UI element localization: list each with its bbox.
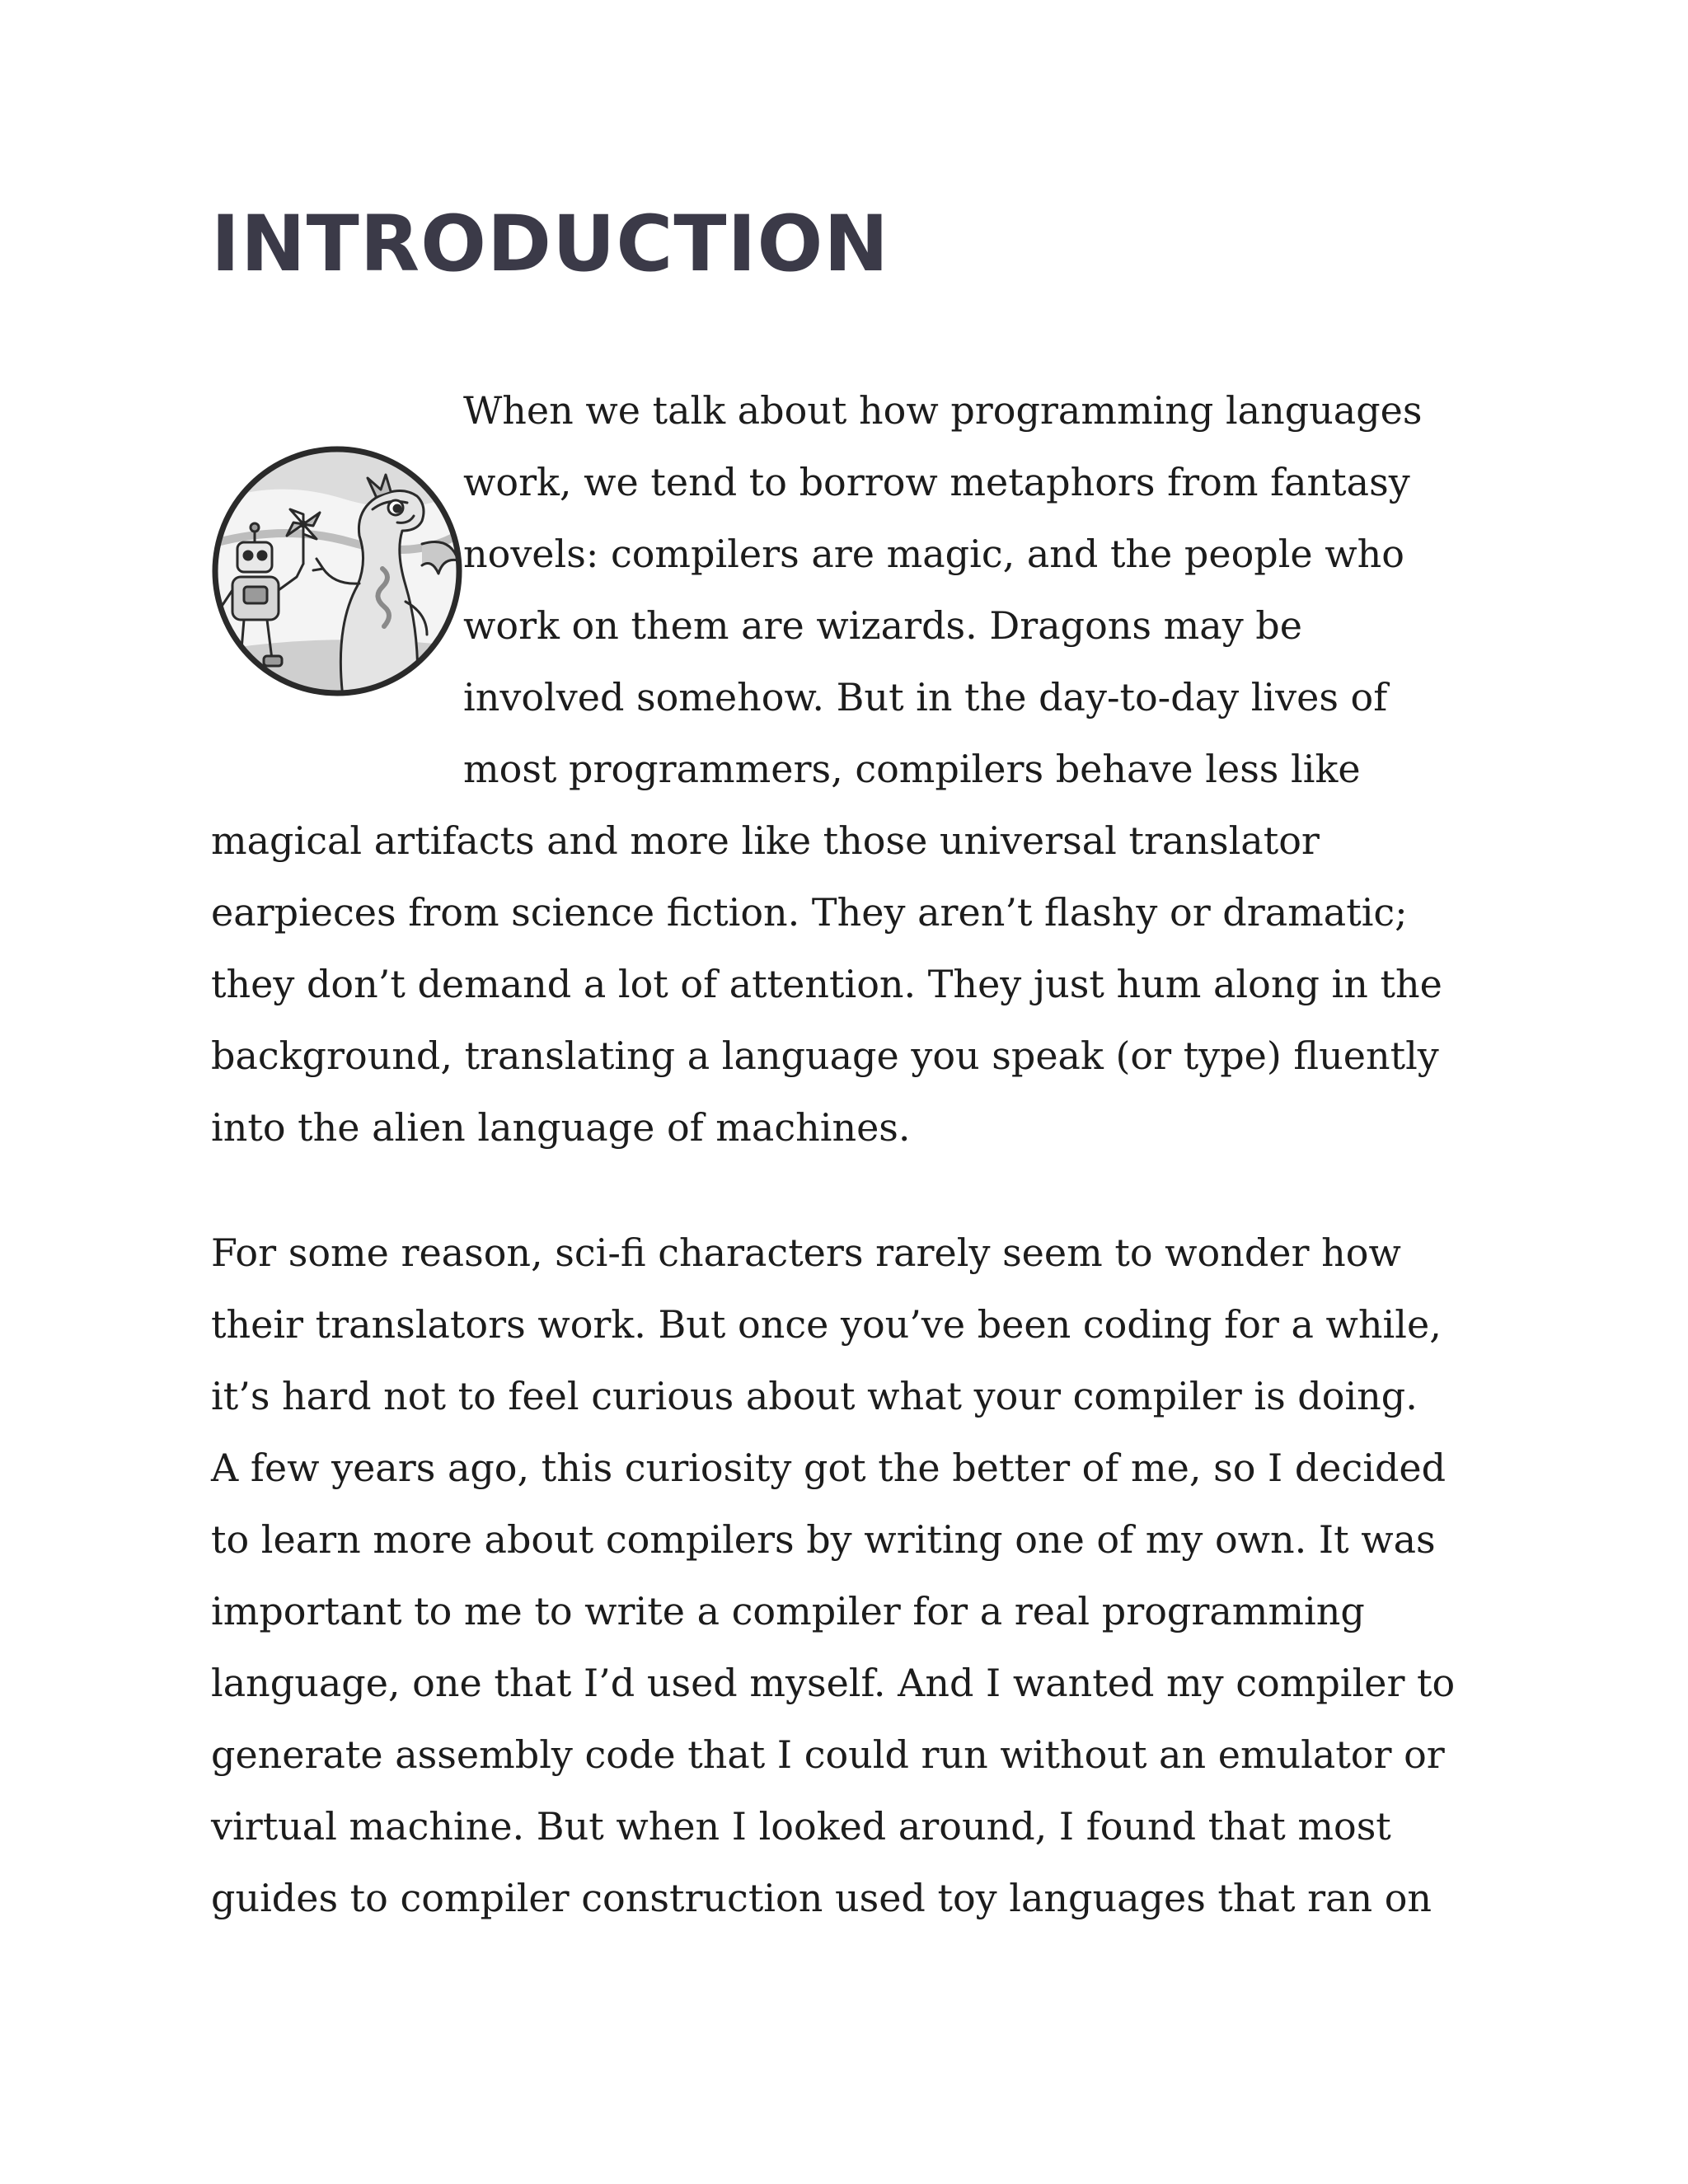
paragraph-line: A few years ago, this curiosity got the better of me, so I decided <box>211 1446 1447 1490</box>
robot-and-dragon-illustration <box>211 445 463 697</box>
paragraph-line: For some reason, sci-fi characters rarely seem to wonder how <box>211 1230 1401 1275</box>
paragraph-line: important to me to write a compiler for a real programming <box>211 1589 1365 1633</box>
paragraph-line: work on them are wizards. Dragons may be <box>463 603 1302 648</box>
paragraph-line: earpieces from science fiction. They aren’t flashy or dramatic; <box>211 890 1408 935</box>
paragraph-line: most programmers, compilers behave less like <box>463 747 1361 791</box>
paragraph-line: language, one that I’d used myself. And I wanted my compiler to <box>211 1661 1456 1705</box>
paragraph-line: involved somehow. But in the day-to-day lives of <box>463 675 1388 719</box>
paragraph-line: When we talk about how programming languages <box>463 388 1423 433</box>
paragraph-line: into the alien language of machines. <box>211 1105 911 1150</box>
paragraph-line: generate assembly code that I could run without an emulator or <box>211 1732 1445 1777</box>
paragraph-line: it’s hard not to feel curious about what your compiler is doing. <box>211 1374 1418 1418</box>
paragraph-line: magical artifacts and more like those universal translator <box>211 818 1320 863</box>
paragraph-line: guides to compiler construction used toy languages that ran on <box>211 1876 1432 1920</box>
paragraph-line: to learn more about compilers by writing one of my own. It was <box>211 1517 1436 1562</box>
paragraph-line: background, translating a language you speak (or type) fluently <box>211 1033 1439 1078</box>
paragraph-line: their translators work. But once you’ve been coding for a while, <box>211 1302 1442 1347</box>
paragraph-line: they don’t demand a lot of attention. They just hum along in the <box>211 962 1442 1006</box>
chapter-title: INTRODUCTION <box>211 199 890 289</box>
paragraph-line: novels: compilers are magic, and the people who <box>463 532 1404 576</box>
paragraph-line: work, we tend to borrow metaphors from fantasy <box>463 460 1410 504</box>
paragraph-line: virtual machine. But when I looked around, I found that most <box>211 1804 1391 1849</box>
